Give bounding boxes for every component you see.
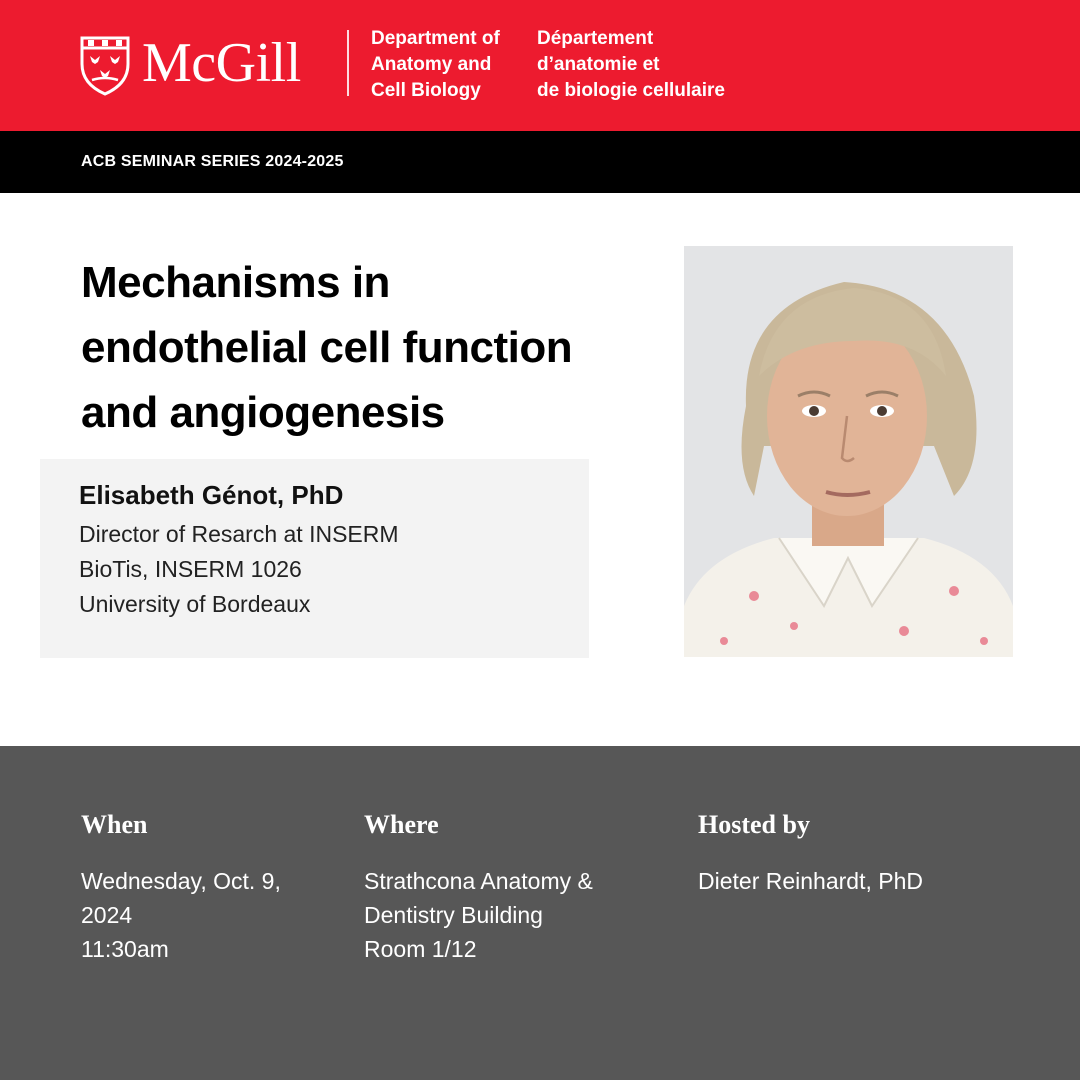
- where-heading: Where: [364, 810, 439, 839]
- where-line: Dentistry Building: [364, 902, 543, 928]
- title-line: endothelial cell function: [81, 323, 573, 372]
- seminar-title: [81, 250, 661, 445]
- header-banner: [0, 0, 1080, 131]
- speaker-card: [40, 459, 589, 658]
- when-line: Wednesday, Oct. 9,: [81, 868, 281, 894]
- speaker-affiliation: University of Bordeaux: [79, 591, 311, 617]
- host-line: Dieter Reinhardt, PhD: [698, 868, 923, 894]
- department-name-english: [371, 26, 500, 104]
- speaker-name: Elisabeth Génot, PhD: [79, 480, 344, 510]
- event-details: [0, 746, 1080, 1080]
- when-line: 2024: [81, 902, 133, 928]
- when-line: 11:30am: [81, 936, 169, 962]
- title-line: and angiogenesis: [81, 388, 445, 437]
- department-name-french: [537, 26, 725, 104]
- speaker-photo: [684, 246, 1013, 657]
- host-heading: Hosted by: [698, 810, 810, 839]
- host-column: [698, 808, 923, 898]
- where-line: Strathcona Anatomy &: [364, 868, 593, 894]
- speaker-portrait-image: [684, 246, 1013, 657]
- host-body: [698, 864, 923, 898]
- series-bar: [0, 131, 1080, 193]
- dept-fr-line: d’anatomie et: [537, 54, 660, 75]
- speaker-affiliation: Director of Resarch at INSERM: [79, 521, 399, 547]
- dept-en-line: Department of: [371, 28, 500, 49]
- where-line: Room 1/12: [364, 936, 477, 962]
- speaker-affiliation: BioTis, INSERM 1026: [79, 556, 302, 582]
- series-label: ACB SEMINAR SERIES 2024-2025: [81, 153, 344, 170]
- dept-fr-line: Département: [537, 28, 654, 49]
- when-column: [81, 808, 281, 966]
- mcgill-crest-icon: [80, 34, 130, 96]
- where-column: [364, 808, 593, 966]
- dept-en-line: Cell Biology: [371, 80, 481, 101]
- when-body: [81, 864, 281, 966]
- dept-en-line: Anatomy and: [371, 54, 492, 75]
- where-body: [364, 864, 593, 966]
- when-heading: When: [81, 810, 148, 839]
- header-divider: [347, 30, 349, 96]
- dept-fr-line: de biologie cellulaire: [537, 80, 725, 101]
- title-line: Mechanisms in: [81, 258, 390, 307]
- mcgill-wordmark: McGill: [142, 32, 301, 94]
